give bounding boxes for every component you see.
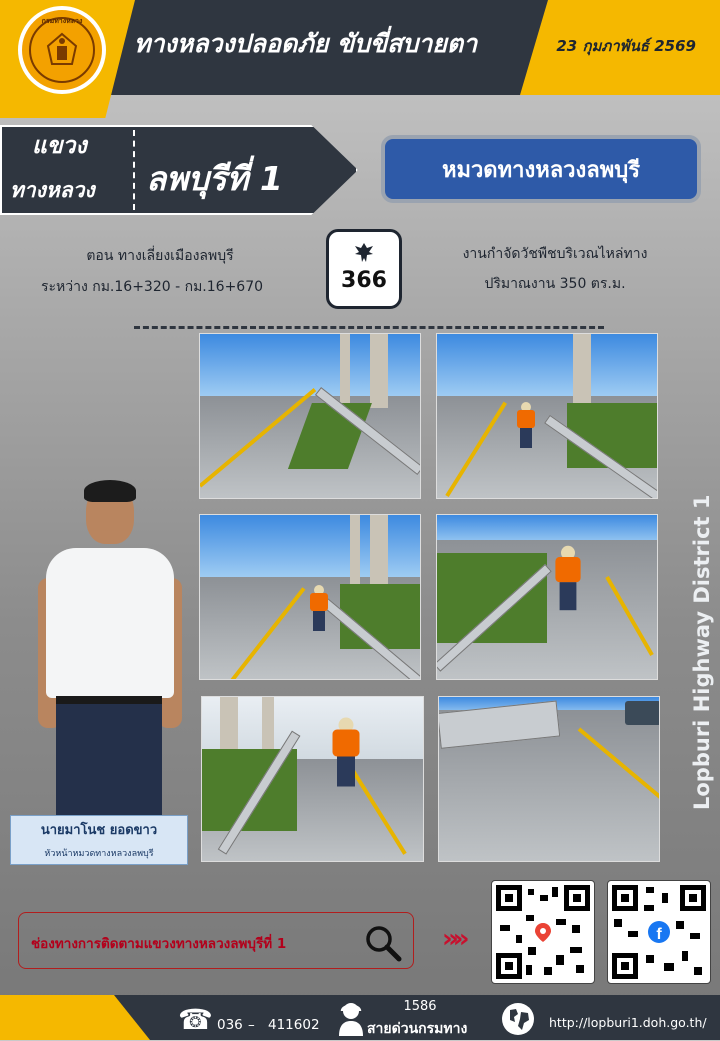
work-photo-6 — [438, 696, 660, 862]
follow-channels-box[interactable] — [18, 912, 414, 969]
district-divider — [133, 130, 135, 210]
page-title: ทางหลวงปลอดภัย ขับขี่สบายตา — [134, 29, 478, 58]
work-amount: ปริมาณงาน 350 ตร.ม. — [484, 276, 626, 292]
dashed-divider — [134, 326, 604, 329]
route-section: ตอน ทางเลี่ยงเมืองลพบุรี — [86, 248, 234, 264]
hotline-operator-icon — [336, 1000, 366, 1036]
work-photo-5 — [201, 696, 424, 862]
person-name: นายมาโนช ยอดขาว — [40, 823, 158, 838]
phone-icon: ☎ — [178, 1003, 213, 1036]
work-photo-4 — [436, 514, 658, 680]
phone-dash: – — [248, 1017, 255, 1033]
hotline-number[interactable]: 1586 — [403, 999, 437, 1014]
search-icon — [363, 923, 403, 963]
person-title: หัวหน้าหมวดทางหลวงลพบุรี — [44, 849, 154, 859]
globe-icon — [500, 1001, 536, 1037]
chevron-right-icon: »» — [442, 924, 464, 954]
work-photo-3 — [199, 514, 421, 680]
person-name-box — [10, 815, 188, 865]
department-logo — [18, 6, 106, 94]
route-range: ระหว่าง กม.16+320 - กม.16+670 — [40, 279, 264, 295]
follow-channels-text: ช่องทางการติดตามแขวงทางหลวงลพบุรีที่ 1 — [31, 936, 287, 952]
phone-prefix[interactable]: 036 — [217, 1017, 243, 1033]
work-photo-1 — [199, 333, 421, 499]
website-link[interactable]: http://lopburi1.doh.go.th/ — [549, 1015, 707, 1030]
person-photo — [36, 478, 182, 818]
district-label-line2: ทางหลวง — [10, 178, 95, 202]
hotline-label: สายด่วนกรมทาง — [367, 1021, 468, 1037]
phone-number[interactable]: 411602 — [268, 1017, 320, 1033]
highway-number-badge — [326, 229, 402, 309]
work-task: งานกำจัดวัชพืชบริเวณไหล่ทาง — [462, 246, 648, 262]
logo-text: กรมทางหลวง — [41, 17, 83, 25]
qr-code-facebook[interactable] — [607, 880, 711, 984]
post-date: 23 กุมภาพันธ์ 2569 — [556, 37, 696, 55]
district-label-line1: แขวง — [32, 133, 87, 159]
svg-text:f: f — [656, 926, 662, 943]
garuda-icon — [329, 238, 399, 271]
work-photo-2 — [436, 333, 658, 499]
highway-number: 366 — [341, 268, 387, 293]
unit-badge — [381, 135, 701, 203]
district-name: ลพบุรีที่ 1 — [146, 159, 283, 198]
district-side-text: Lopburi Highway District 1 — [690, 494, 714, 810]
qr-code-maps[interactable] — [491, 880, 595, 984]
unit-name: หมวดทางหลวงลพบุรี — [441, 157, 641, 183]
